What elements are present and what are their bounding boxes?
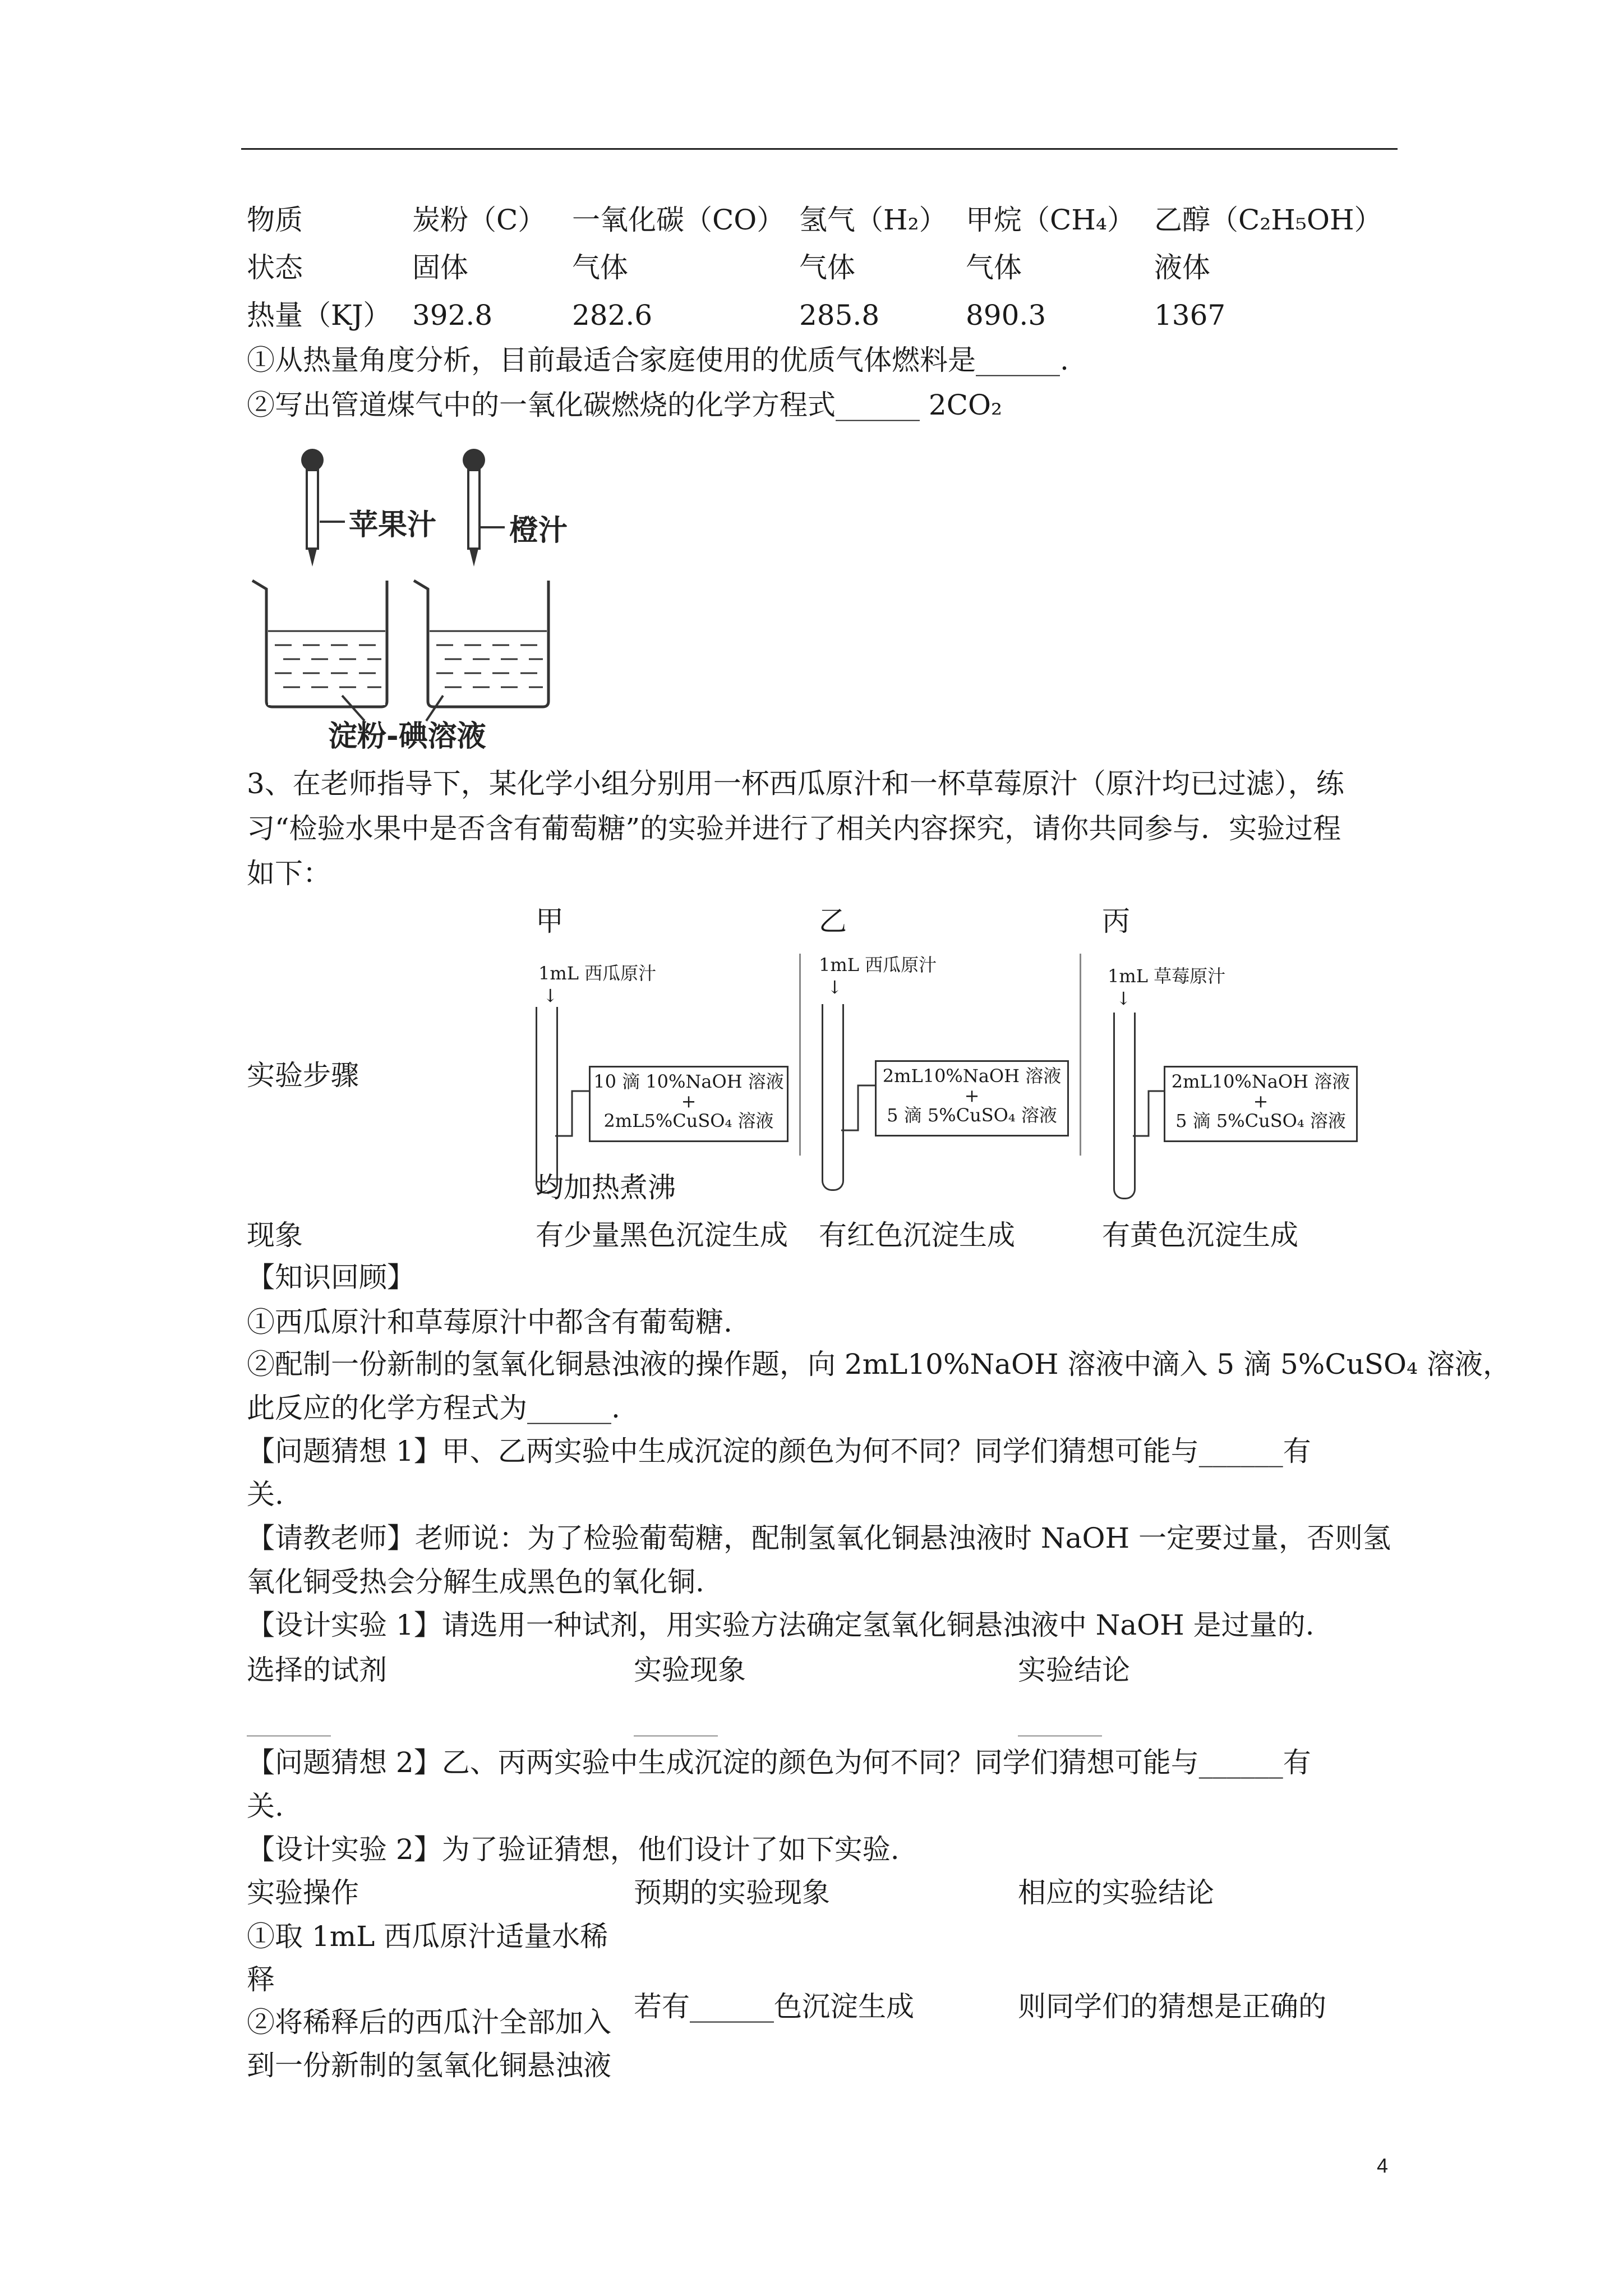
text-line: 此反应的化学方程式为______.: [247, 1392, 620, 1424]
text-line: 关.: [247, 1790, 284, 1823]
text-line: 【设计实验 1】请选用一种试剂，用实验方法确定氢氧化铜悬浊液中 NaOH 是过量的.: [247, 1609, 1315, 1641]
exp-step-label: 实验步骤: [247, 1059, 359, 1092]
table-cell: 1367: [1154, 299, 1226, 332]
design2-header: 相应的实验结论: [1018, 1876, 1214, 1909]
test-tube: [1113, 1013, 1136, 1199]
reagent-box: [1164, 1066, 1358, 1142]
reagent-line: 10 滴 10%NaOH 溶液: [593, 1071, 784, 1092]
connector-line: [1133, 1088, 1165, 1139]
table-cell: 固体: [412, 251, 468, 284]
text-line: ②配制一份新制的氢氧化铜悬浊液的操作题，向 2mL10%NaOH 溶液中滴入 5 滴 5%CuSO₄ 溶液，: [247, 1348, 1511, 1381]
reagent-box: [589, 1066, 789, 1142]
test-tube: [822, 1004, 844, 1191]
dropper-apple: [301, 449, 324, 567]
table-cell: 氢气（H₂）: [799, 204, 947, 236]
exp-header-jia: 甲: [536, 905, 564, 937]
phenomenon-yi: 有红色沉淀生成: [819, 1219, 1015, 1251]
text-line: 氧化铜受热会分解生成黑色的氧化铜.: [247, 1566, 704, 1598]
iodine-test-figure: [241, 438, 589, 752]
separator: [1080, 954, 1081, 1156]
operation-line: 到一份新制的氢氧化铜悬浊液: [247, 2049, 611, 2082]
arrow-down-icon: ↓: [543, 985, 558, 1006]
plus-sign: +: [681, 1091, 697, 1112]
text-line: 关.: [247, 1478, 284, 1511]
table-cell: 乙醇（C₂H₅OH）: [1154, 204, 1382, 236]
connector-line: [841, 1083, 876, 1133]
reagent-line: 5 滴 5%CuSO₄ 溶液: [1175, 1110, 1346, 1131]
header-rule: [241, 148, 1398, 150]
arrow-down-icon: ↓: [827, 977, 842, 998]
table-cell: 状态: [247, 251, 303, 284]
table-cell: 285.8: [799, 299, 880, 332]
table-cell: 物质: [247, 204, 303, 236]
text-line: ①西瓜原汁和草莓原汁中都含有葡萄糖.: [247, 1306, 732, 1338]
question-2: ②写出管道煤气中的一氧化碳燃烧的化学方程式______ 2CO₂: [247, 389, 1002, 421]
text-line: 【问题猜想 1】甲、乙两实验中生成沉淀的颜色为何不同？同学们猜想可能与______有: [247, 1435, 1311, 1467]
table-cell: 液体: [1154, 251, 1210, 284]
operation-line: ②将稀释后的西瓜汁全部加入: [247, 2006, 611, 2039]
phenomenon-label: 现象: [247, 1219, 303, 1251]
phenomenon-jia: 有少量黑色沉淀生成: [536, 1219, 788, 1251]
beaker-left: [252, 581, 387, 707]
reagent-line: 2mL5%CuSO₄ 溶液: [603, 1110, 774, 1131]
table-cell: 392.8: [412, 299, 493, 332]
table-cell: 282.6: [572, 299, 653, 332]
expected-conclusion: 则同学们的猜想是正确的: [1018, 1990, 1326, 2023]
operation-line: ①取 1mL 西瓜原汁适量水稀: [247, 1920, 608, 1953]
design2-header: 实验操作: [247, 1876, 359, 1909]
paragraph-line: 3、在老师指导下，某化学小组分别用一杯西瓜原汁和一杯草莓原汁（原汁均已过滤），练: [247, 767, 1344, 800]
reagent-line: 2mL10%NaOH 溶液: [1171, 1071, 1350, 1092]
table-cell: 热量（KJ）: [247, 299, 391, 332]
arrow-down-icon: ↓: [1116, 988, 1131, 1009]
separator: [799, 954, 801, 1156]
expected-phenomenon: 若有______色沉淀生成: [634, 1990, 914, 2023]
paragraph-line: 习“检验水果中是否含有葡萄糖”的实验并进行了相关内容探究，请你共同参与．实验过程: [247, 812, 1341, 845]
design1-header: 实验结论: [1018, 1654, 1130, 1686]
section-heading: 【知识回顾】: [247, 1261, 415, 1294]
text-line: 【设计实验 2】为了验证猜想，他们设计了如下实验.: [247, 1833, 900, 1866]
exp-header-bing: 丙: [1102, 905, 1130, 937]
table-cell: 890.3: [966, 299, 1046, 332]
table-cell: 气体: [799, 251, 855, 284]
label-orange-juice: 橙汁: [509, 514, 568, 547]
table-cell: 一氧化碳（CO）: [572, 204, 785, 236]
exp-header-yi: 乙: [819, 905, 847, 937]
phenomenon-bing: 有黄色沉淀生成: [1102, 1219, 1298, 1251]
design2-header: 预期的实验现象: [634, 1876, 830, 1909]
connector-line: [555, 1088, 590, 1139]
blank-field[interactable]: ______: [634, 1704, 718, 1737]
page-number: 4: [1377, 2154, 1389, 2177]
table-cell: 炭粉（C）: [412, 204, 546, 236]
reagent-box: [875, 1060, 1069, 1137]
plus-sign: +: [964, 1085, 980, 1106]
reagent-line: 2mL10%NaOH 溶液: [882, 1065, 1062, 1087]
reagent-line: 5 滴 5%CuSO₄ 溶液: [887, 1105, 1057, 1126]
design1-header: 实验现象: [634, 1654, 746, 1686]
blank-field[interactable]: ______: [1018, 1704, 1102, 1737]
operation-line: 释: [247, 1963, 275, 1996]
tube-label: 1mL 西瓜原汁: [538, 963, 657, 984]
paragraph-line: 如下：: [247, 857, 331, 890]
heat-note: 均加热煮沸: [536, 1171, 676, 1204]
question-1: ①从热量角度分析，目前最适合家庭使用的优质气体燃料是______.: [247, 344, 1069, 376]
design1-header: 选择的试剂: [247, 1654, 387, 1686]
plus-sign: +: [1253, 1091, 1269, 1112]
tube-label: 1mL 西瓜原汁: [819, 954, 937, 976]
test-tube: [536, 1007, 558, 1194]
table-cell: 甲烷（CH₄）: [966, 204, 1135, 236]
table-cell: 气体: [572, 251, 628, 284]
text-line: 【问题猜想 2】乙、丙两实验中生成沉淀的颜色为何不同？同学们猜想可能与______有: [247, 1746, 1311, 1779]
beaker-right: [414, 581, 548, 707]
table-cell: 气体: [966, 251, 1022, 284]
text-line: 【请教老师】老师说：为了检验葡萄糖，配制氢氧化铜悬浊液时 NaOH 一定要过量，否则氢: [247, 1522, 1391, 1554]
blank-field[interactable]: ______: [247, 1704, 331, 1737]
tube-label: 1mL 草莓原汁: [1108, 965, 1226, 987]
label-starch-iodine: 淀粉-碘溶液: [328, 720, 486, 753]
dropper-orange: [463, 449, 485, 567]
label-apple-juice: 苹果汁: [349, 508, 437, 542]
